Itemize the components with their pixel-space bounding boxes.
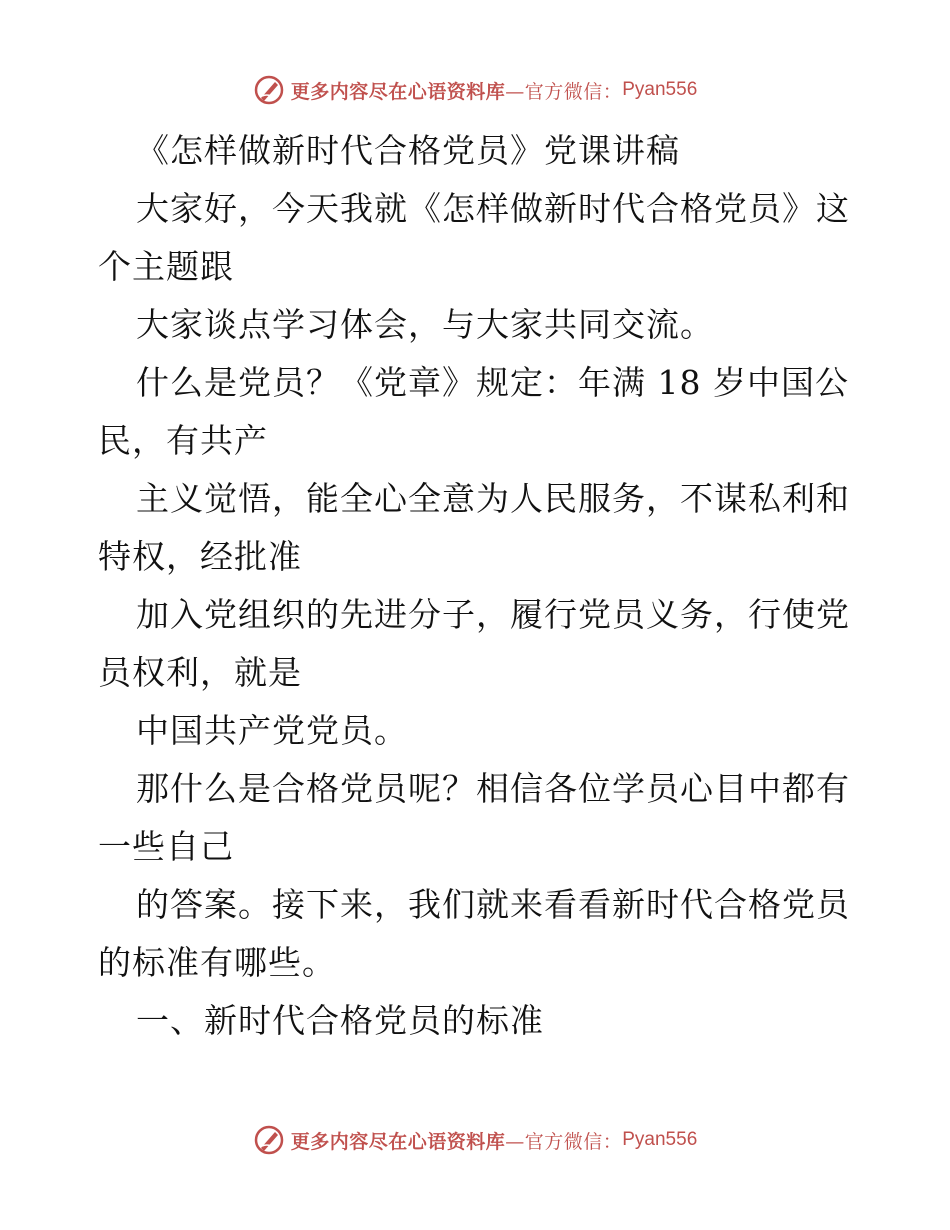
quill-logo-icon <box>253 1124 285 1156</box>
paragraph-line: 大家好，今天我就《怎样做新时代合格党员》这 <box>136 189 850 228</box>
paragraph-line: 中国共产党党员。 <box>136 711 408 750</box>
paragraph-line: 民，有共产 <box>98 421 268 460</box>
paragraph-line: 个主题跟 <box>98 247 234 286</box>
paragraph-line: 那什么是合格党员呢？相信各位学员心目中都有 <box>136 769 850 808</box>
paragraph-line: 一些自己 <box>98 827 234 866</box>
banner-wechat-id: Pyan556 <box>622 79 698 100</box>
paragraph-line: 大家谈点学习体会，与大家共同交流。 <box>136 305 714 344</box>
quill-logo-icon <box>253 74 285 106</box>
banner-wechat-label: —官方微信： <box>505 1130 623 1153</box>
paragraph-line: 主义觉悟，能全心全意为人民服务，不谋私利和 <box>136 479 850 518</box>
banner-text: 更多内容尽在心语资料库 <box>290 80 506 103</box>
paragraph-line: 什么是党员？《党章》规定：年满 18 岁中国公 <box>136 363 849 402</box>
footer-banner <box>0 1120 950 1160</box>
banner-wechat-id: Pyan556 <box>622 1129 698 1150</box>
section-heading: 一、新时代合格党员的标准 <box>136 1001 544 1040</box>
banner-text: 更多内容尽在心语资料库 <box>290 1130 506 1153</box>
paragraph-line: 的标准有哪些。 <box>98 943 336 982</box>
banner-wechat-label: —官方微信： <box>505 80 623 103</box>
paragraph-line: 员权利，就是 <box>98 653 302 692</box>
header-banner <box>0 70 950 110</box>
paragraph-line: 的答案。接下来，我们就来看看新时代合格党员 <box>136 885 850 924</box>
document-body <box>98 122 858 1050</box>
paragraph-line: 特权，经批准 <box>98 537 302 576</box>
document-title: 《怎样做新时代合格党员》党课讲稿 <box>136 131 680 170</box>
paragraph-line: 加入党组织的先进分子，履行党员义务，行使党 <box>136 595 850 634</box>
